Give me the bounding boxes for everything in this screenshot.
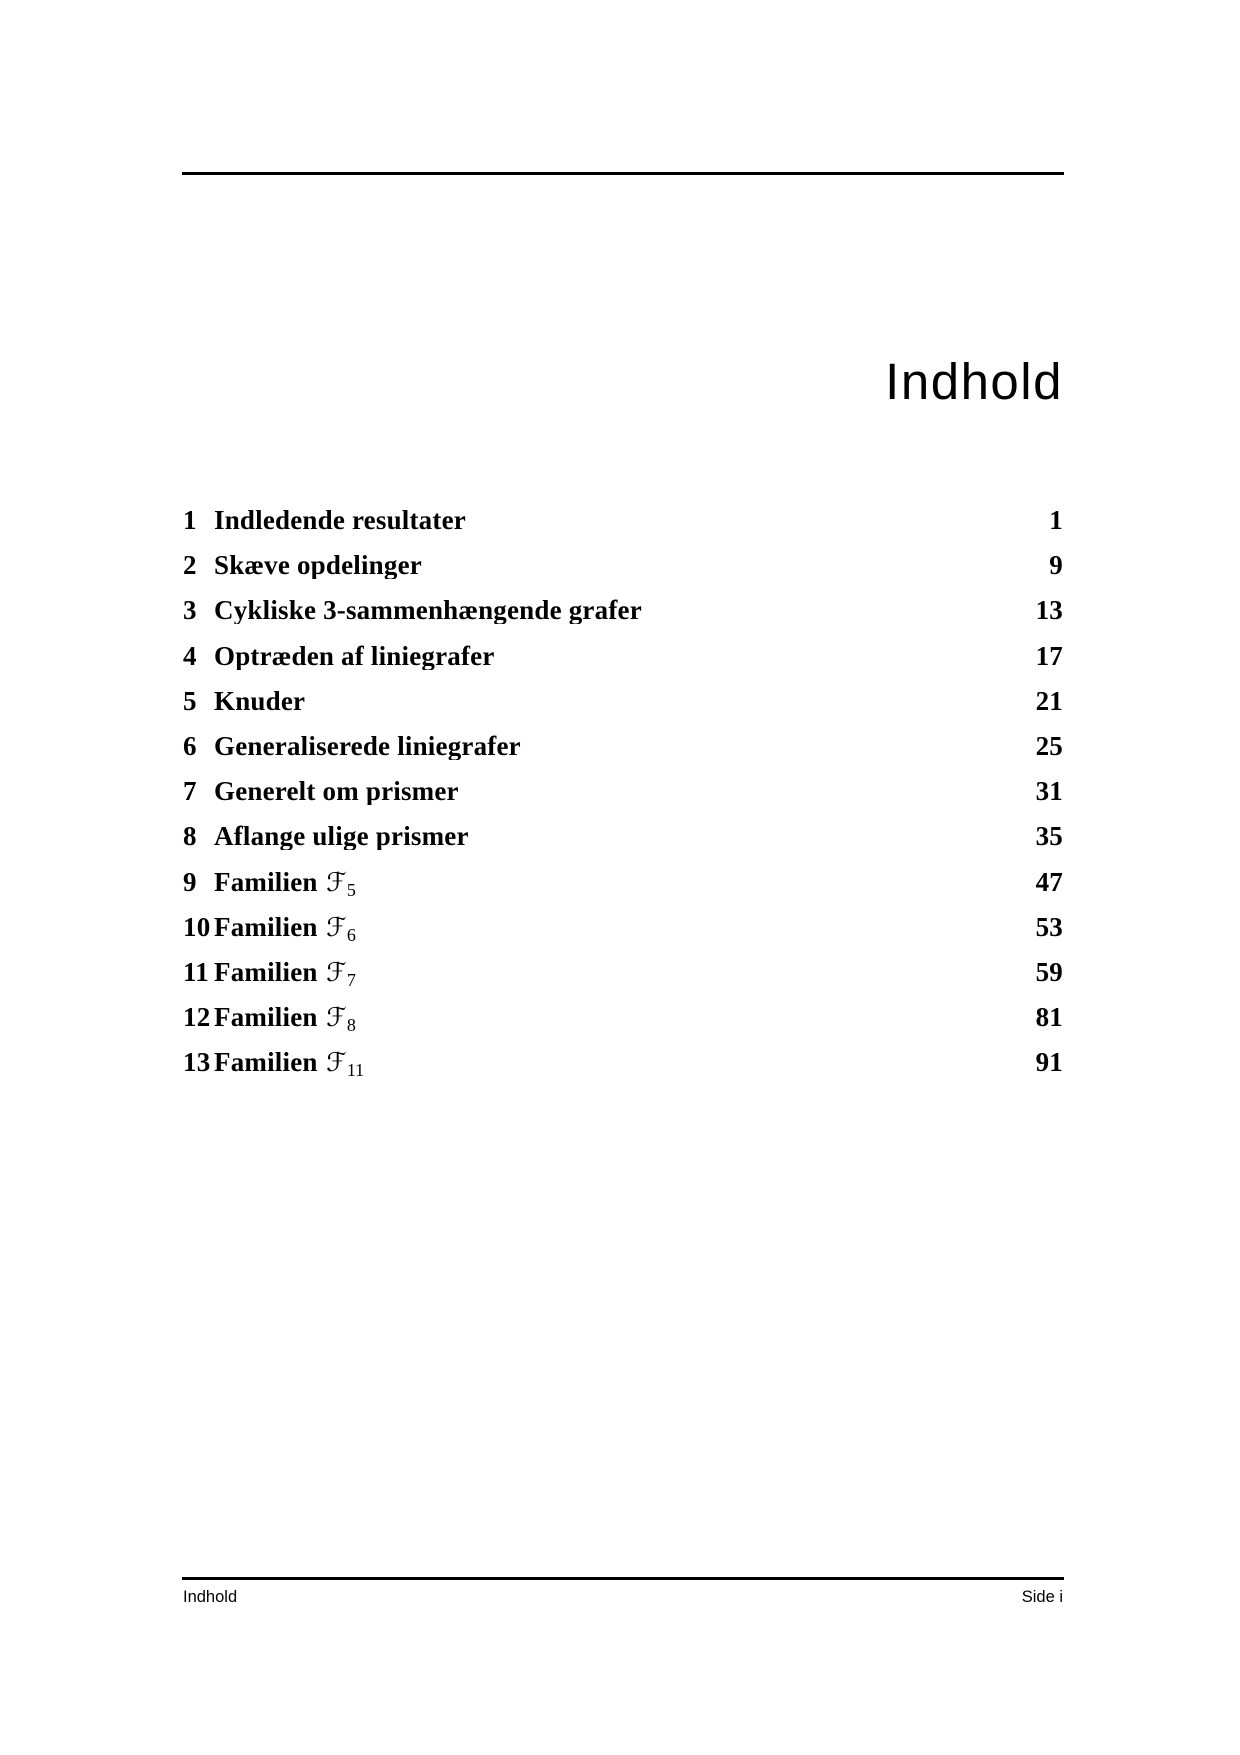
toc-entry[interactable] — [183, 640, 1063, 688]
mathcal-f-symbol: ℱ — [326, 958, 347, 986]
section-title: Skæve opdelinger — [214, 552, 422, 580]
page-title: Indhold — [885, 353, 1063, 410]
page-number: 35 — [1035, 821, 1063, 852]
page-number: 1 — [1049, 505, 1063, 535]
section-title: Knuder — [214, 687, 306, 715]
toc-entry[interactable] — [183, 685, 1063, 733]
section-number: 7 — [183, 776, 197, 807]
toc-entry[interactable] — [183, 956, 1063, 1004]
section-title: Optræden af liniegrafer — [214, 642, 495, 670]
toc-entry[interactable] — [183, 730, 1063, 778]
toc-entry[interactable] — [183, 911, 1063, 959]
mathcal-f-subscript: 11 — [346, 1060, 365, 1077]
header-separator-rule — [182, 172, 1064, 175]
section-number: 8 — [183, 821, 197, 852]
section-title: Familien ℱ$_6$ — [214, 914, 1036, 941]
section-number: 3 — [183, 595, 197, 626]
page-footer — [183, 1589, 1063, 1606]
toc-entry[interactable] — [183, 597, 1063, 642]
section-title: Generelt om prismer — [214, 778, 459, 806]
section-number: 12 — [183, 1002, 211, 1033]
section-title: Familien ℱ$_8$ — [214, 1004, 1036, 1031]
section-title: Familien ℱ$_7$ — [214, 959, 1036, 986]
page-number: 21 — [1035, 685, 1063, 716]
page-number: 31 — [1035, 776, 1063, 807]
mathcal-f-symbol: ℱ — [326, 1049, 347, 1077]
toc-entry[interactable] — [183, 1049, 1063, 1094]
section-number: 6 — [183, 730, 197, 761]
page-number: 81 — [1035, 1002, 1063, 1033]
mathcal-f-subscript: 6 — [346, 924, 356, 941]
table-of-contents — [183, 507, 1063, 1094]
section-title: Aflange ulige prismer — [214, 823, 469, 851]
section-number: 10 — [183, 911, 211, 942]
page-number: 25 — [1035, 730, 1063, 761]
footer-page-label: Side i — [1021, 1588, 1063, 1606]
section-title: Familien ℱ$_{11}$ — [214, 1049, 1036, 1076]
section-title: Familien ℱ$_5$ — [214, 869, 1036, 896]
mathcal-f-subscript: 8 — [346, 1015, 356, 1032]
mathcal-f-symbol: ℱ — [326, 1004, 347, 1032]
page-number: 53 — [1035, 911, 1063, 942]
section-title: Cykliske 3-sammenhængende grafer — [214, 597, 642, 625]
mathcal-f-symbol: ℱ — [326, 913, 347, 941]
toc-entry[interactable] — [183, 507, 1063, 552]
mathcal-f-subscript: 7 — [346, 969, 356, 986]
page-number: 91 — [1035, 1047, 1063, 1078]
toc-entry[interactable] — [183, 1004, 1063, 1049]
page-number: 17 — [1035, 640, 1063, 671]
page-number: 9 — [1049, 550, 1063, 581]
page-number: 47 — [1035, 866, 1063, 897]
toc-entry[interactable] — [183, 823, 1063, 868]
toc-entry[interactable] — [183, 778, 1063, 823]
mathcal-f-subscript: 5 — [346, 879, 356, 896]
section-title: Generaliserede liniegrafer — [214, 732, 521, 760]
section-number: 11 — [183, 956, 209, 987]
section-number: 13 — [183, 1047, 211, 1078]
toc-entry[interactable] — [183, 552, 1063, 597]
section-title: Indledende resultater — [214, 507, 466, 534]
page-number: 59 — [1035, 956, 1063, 987]
toc-entry[interactable] — [183, 866, 1063, 914]
section-number: 9 — [183, 866, 197, 897]
section-number: 1 — [183, 505, 197, 535]
footer-separator-rule — [182, 1577, 1064, 1580]
footer-left-label: Indhold — [183, 1588, 238, 1606]
page-number: 13 — [1035, 595, 1063, 626]
mathcal-f-symbol: ℱ — [326, 868, 347, 896]
section-number: 2 — [183, 550, 197, 581]
section-number: 5 — [183, 685, 197, 716]
section-number: 4 — [183, 640, 197, 671]
